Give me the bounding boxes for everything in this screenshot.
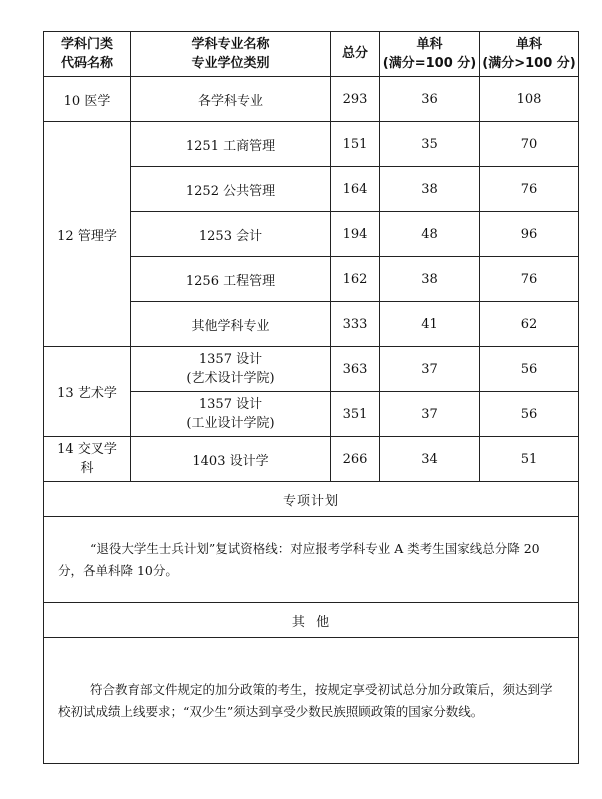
special-text: “退役大学生士兵计划”复试资格线：对应报考学科专业 A 类考生国家线总分降 20分，各单科降 10分。 [58, 540, 540, 578]
header-category: 学科门类 代码名称 [44, 32, 131, 77]
single-100-cell: 38 [380, 257, 480, 302]
single-over-100-cell: 56 [480, 392, 579, 437]
other-note [44, 638, 579, 764]
total-cell: 293 [331, 77, 380, 122]
category-cell: 12 管理学 [44, 122, 131, 347]
major-cell: 1253 会计 [131, 212, 331, 257]
major-cell: 各学科专业 [131, 77, 331, 122]
header-single-over-100: 单科 (满分>100 分) [480, 32, 579, 77]
total-cell: 333 [331, 302, 380, 347]
other-text: 符合教育部文件规定的加分政策的考生，按规定享受初试总分加分政策后，须达到学校初试成绩上线要求；“双少生”须达到享受少数民族照顾政策的国家分数线。 [58, 681, 553, 719]
single-over-100-cell: 108 [480, 77, 579, 122]
total-cell: 194 [331, 212, 380, 257]
single-100-cell: 35 [380, 122, 480, 167]
special-note-row [44, 517, 579, 603]
major-cell: 1357 设计 (工业设计学院) [131, 392, 331, 437]
major-cell: 1403 设计学 [131, 437, 331, 482]
table-row [44, 347, 579, 392]
category-cell: 10 医学 [44, 77, 131, 122]
major-cell: 1256 工程管理 [131, 257, 331, 302]
single-over-100-cell: 70 [480, 122, 579, 167]
major-cell: 1357 设计 (艺术设计学院) [131, 347, 331, 392]
header-single-100: 单科 (满分=100 分) [380, 32, 480, 77]
header-total: 总分 [331, 32, 380, 77]
category-cell: 14 交叉学 科 [44, 437, 131, 482]
special-title-row [44, 482, 579, 517]
total-cell: 266 [331, 437, 380, 482]
single-over-100-cell: 76 [480, 167, 579, 212]
total-cell: 363 [331, 347, 380, 392]
single-over-100-cell: 51 [480, 437, 579, 482]
total-cell: 351 [331, 392, 380, 437]
single-100-cell: 48 [380, 212, 480, 257]
table-row [44, 437, 579, 482]
total-cell: 151 [331, 122, 380, 167]
table-row [44, 122, 579, 167]
single-100-cell: 36 [380, 77, 480, 122]
other-title: 其 他 [44, 603, 579, 638]
major-cell: 其他学科专业 [131, 302, 331, 347]
special-note [44, 517, 579, 603]
score-table [43, 31, 579, 764]
single-100-cell: 34 [380, 437, 480, 482]
other-note-row [44, 638, 579, 764]
single-over-100-cell: 56 [480, 347, 579, 392]
single-over-100-cell: 62 [480, 302, 579, 347]
major-cell: 1252 公共管理 [131, 167, 331, 212]
single-100-cell: 41 [380, 302, 480, 347]
single-100-cell: 37 [380, 347, 480, 392]
table-row [44, 77, 579, 122]
header-major: 学科专业名称 专业学位类别 [131, 32, 331, 77]
single-over-100-cell: 76 [480, 257, 579, 302]
major-cell: 1251 工商管理 [131, 122, 331, 167]
special-title: 专项计划 [44, 482, 579, 517]
single-over-100-cell: 96 [480, 212, 579, 257]
total-cell: 164 [331, 167, 380, 212]
single-100-cell: 37 [380, 392, 480, 437]
other-title-row [44, 603, 579, 638]
total-cell: 162 [331, 257, 380, 302]
category-cell: 13 艺术学 [44, 347, 131, 437]
single-100-cell: 38 [380, 167, 480, 212]
header-row [44, 32, 579, 77]
